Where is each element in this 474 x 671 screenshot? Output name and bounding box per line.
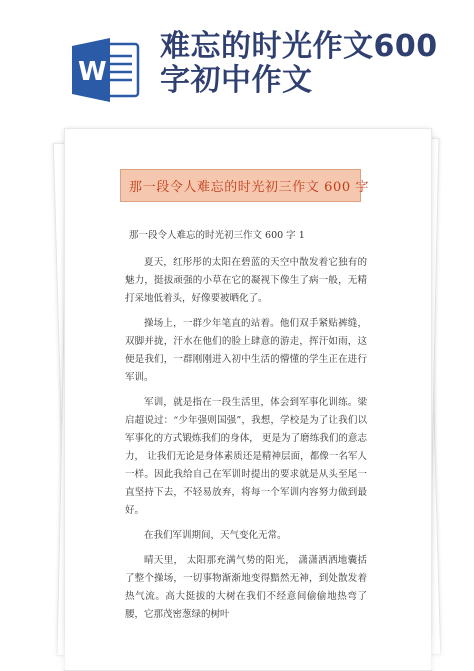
word-icon-letter: W [78, 57, 107, 87]
paragraph: 在我们军训期间，天气变化无常。 [144, 530, 287, 541]
word-document-icon [70, 36, 142, 104]
document-body [125, 227, 367, 631]
highlighted-heading: 那一段令人难忘的时光初三作文 600 字 [129, 180, 370, 195]
document-title: 难忘的时光作文600字初中作文 [160, 29, 438, 98]
paragraph: 夏天，红彤彤的太阳在碧蓝的天空中散发着它独有的魅力，挺拔顽强的小草在它的凝视下像生了病一般，无精打采地低着头，好像要被晒化了。 [125, 257, 367, 304]
header-banner [0, 0, 474, 118]
document-page-preview [64, 128, 432, 671]
paragraph: 操场上，一群少年笔直的站着。他们双手紧贴裤缝，双脚并拢，汗水在他们的脸上肆意的游走，挥汗如雨，这便是我们，一群刚刚进入初中生活的懵懂的学生正在进行军训。 [125, 318, 367, 383]
paragraph: 军训，就是指在一段生活里，体会到军事化训练。梁启超说过：“少年强则国强”，我想，学校是为了让我们以军事化的方式锻炼我们的身体， 更是为了磨练我们的意志力， 让我们无论是身体素质还是精神层面，都像一名军人一样。因此我给自己在军训时提出的要求就是从头至尾一直坚持下去，不轻易放弃，将每一个军训内容努力做到最好。 [125, 397, 367, 516]
highlighted-heading-box [120, 169, 370, 202]
paragraph: 晴天里， 太阳那充满气势的阳光， 潇潇洒洒地囊括了整个操场，一切事物渐渐地变得黯然无神，到处散发着热气流。高大挺拔的大树在我们不经意间偷偷地热弯了腰，它那茂密葱绿的树叶 [125, 555, 367, 620]
document-subtitle: 那一段令人难忘的时光初三作文 600 字 1 [129, 230, 305, 241]
